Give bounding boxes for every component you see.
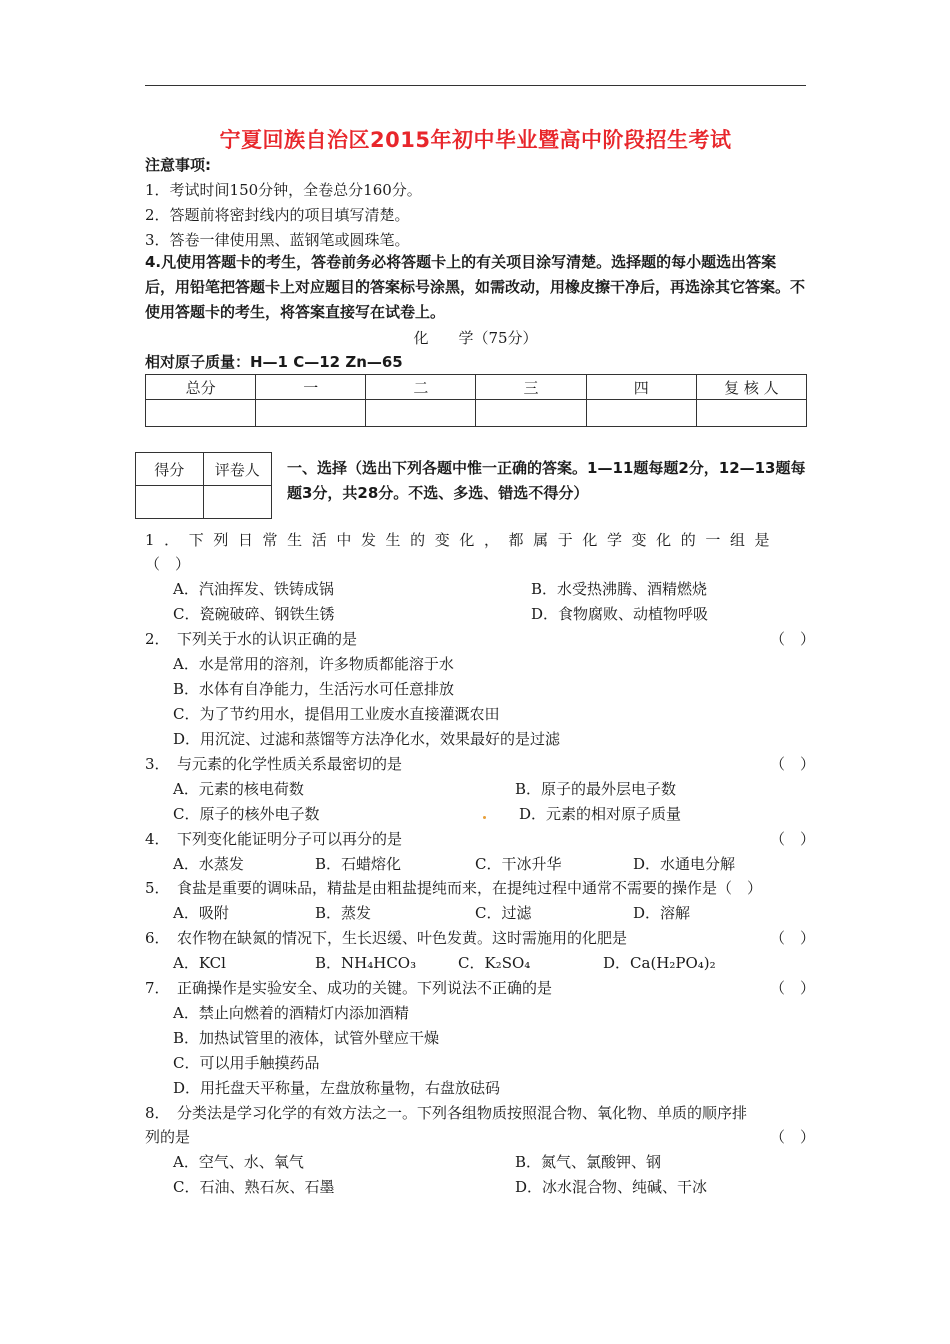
grader-cell-score[interactable] [136, 486, 204, 519]
exam-title: 宁夏回族自治区2015年初中毕业暨高中阶段招生考试 [219, 128, 732, 152]
question-3-stem: 3． 与元素的化学性质关系最密切的是 [145, 755, 403, 773]
question-4-option-a[interactable]: A．水蒸发 [173, 855, 244, 873]
notice-item-1: 1．考试时间150分钟，全卷总分160分。 [145, 181, 422, 199]
question-1-option-a[interactable]: A．汽油挥发、铁铸成锅 [173, 580, 334, 598]
question-5-option-c[interactable]: C．过滤 [475, 904, 532, 922]
question-7-option-d[interactable]: D．用托盘天平称量，左盘放称量物，右盘放砝码 [173, 1079, 501, 1097]
question-3-option-c[interactable]: C．原子的核外电子数 [173, 805, 320, 823]
question-4-paren[interactable]: （ ） [770, 830, 816, 848]
grader-header-score: 得分 [136, 453, 204, 486]
notice-item-4: 4.凡使用答题卡的考生，答卷前务必将答题卡上的有关项目涂写清楚。选择题的每小题选出答案后，用铅笔把答题卡上对应题目的答案标号涂黑，如需改动，用橡皮擦干净后，再选涂其它答案。不使用答题卡的考生，将答案直接写在试卷上。 [145, 253, 806, 321]
question-5-option-d[interactable]: D．溶解 [633, 904, 691, 922]
question-8-option-d[interactable]: D．冰水混合物、纯碱、干冰 [515, 1178, 708, 1196]
score-cell-1[interactable] [256, 400, 366, 427]
question-5-stem: 5． 食盐是重要的调味品，精盐是由粗盐提纯而来，在提纯过程中通常不需要的操作是（ ） [145, 879, 763, 897]
score-cell-2[interactable] [366, 400, 476, 427]
question-6-option-d[interactable]: D．Ca(H₂PO₄)₂ [603, 954, 716, 972]
top-divider [145, 85, 806, 86]
question-7-stem: 7． 正确操作是实验安全、成功的关键。下列说法不正确的是 [145, 979, 553, 997]
question-2-option-c[interactable]: C．为了节约用水，提倡用工业废水直接灌溉农田 [173, 705, 500, 723]
question-2-stem: 2． 下列关于水的认识正确的是 [145, 630, 358, 648]
score-cell-3[interactable] [476, 400, 586, 427]
notice-heading: 注意事项: [145, 156, 211, 174]
question-3-paren[interactable]: （ ） [770, 755, 816, 773]
grader-table [135, 452, 272, 519]
grader-cell-grader[interactable] [203, 486, 272, 519]
question-7-option-a[interactable]: A．禁止向燃着的酒精灯内添加酒精 [173, 1004, 409, 1022]
question-1-option-c[interactable]: C．瓷碗破碎、钢铁生锈 [173, 605, 335, 623]
question-7-option-c[interactable]: C．可以用手触摸药品 [173, 1054, 320, 1072]
question-8-option-a[interactable]: A．空气、水、氧气 [173, 1153, 304, 1171]
notice-item-3: 3．答卷一律使用黑、蓝钢笔或圆珠笔。 [145, 231, 410, 249]
question-2-option-d[interactable]: D．用沉淀、过滤和蒸馏等方法净化水，效果最好的是过滤 [173, 730, 561, 748]
question-6-option-c[interactable]: C．K₂SO₄ [458, 954, 531, 972]
score-cell-4[interactable] [586, 400, 696, 427]
question-4-stem: 4． 下列变化能证明分子可以再分的是 [145, 830, 403, 848]
question-6-stem: 6． 农作物在缺氮的情况下，生长迟缓、叶色发黄。这时需施用的化肥是 [145, 929, 628, 947]
score-header-reviewer: 复 核 人 [696, 375, 806, 400]
question-1-option-d[interactable]: D．食物腐败、动植物呼吸 [531, 605, 709, 623]
question-4-option-b[interactable]: B．石蜡熔化 [315, 855, 402, 873]
question-8-paren[interactable]: （ ） [770, 1128, 816, 1146]
score-header-4: 四 [586, 375, 696, 400]
question-8-stem-cont: 列的是 [145, 1128, 191, 1146]
question-6-paren[interactable]: （ ） [770, 929, 816, 947]
question-6-option-a[interactable]: A．KCl [173, 954, 226, 972]
question-3-option-a[interactable]: A．元素的核电荷数 [173, 780, 304, 798]
notice-item-2: 2．答题前将密封线内的项目填写清楚。 [145, 206, 410, 224]
question-5-option-b[interactable]: B．蒸发 [315, 904, 372, 922]
stray-dot-mark [483, 816, 486, 819]
grader-header-grader: 评卷人 [203, 453, 272, 486]
question-1-paren[interactable]: （ ） [145, 555, 191, 573]
question-4-option-c[interactable]: C．干冰升华 [475, 855, 562, 873]
question-8-option-c[interactable]: C．石油、熟石灰、石墨 [173, 1178, 335, 1196]
question-8-option-b[interactable]: B．氮气、氯酸钾、钢 [515, 1153, 662, 1171]
atomic-mass-line: 相对原子质量：H—1 C—12 Zn—65 [145, 353, 403, 371]
question-4-option-d[interactable]: D．水通电分解 [633, 855, 736, 873]
score-header-2: 二 [366, 375, 476, 400]
score-table [145, 374, 807, 427]
question-1-stem: 1．下列日常生活中发生的变化，都属于化学变化的一组是 [145, 531, 780, 549]
question-2-option-a[interactable]: A．水是常用的溶剂，许多物质都能溶于水 [173, 655, 454, 673]
question-7-paren[interactable]: （ ） [770, 979, 816, 997]
score-header-1: 一 [256, 375, 366, 400]
question-1-option-b[interactable]: B．水受热沸腾、酒精燃烧 [531, 580, 708, 598]
subject-heading: 化 学（75分） [413, 329, 538, 347]
question-8-stem: 8． 分类法是学习化学的有效方法之一。下列各组物质按照混合物、氧化物、单质的顺序排 [145, 1104, 748, 1122]
question-6-option-b[interactable]: B．NH₄HCO₃ [315, 954, 417, 972]
score-header-total: 总分 [146, 375, 256, 400]
question-7-option-b[interactable]: B．加热试管里的液体，试管外壁应干燥 [173, 1029, 440, 1047]
score-header-3: 三 [476, 375, 586, 400]
score-cell-total[interactable] [146, 400, 256, 427]
score-cell-reviewer[interactable] [696, 400, 806, 427]
question-5-option-a[interactable]: A．吸附 [173, 904, 229, 922]
section-1-heading: 一、选择（选出下列各题中惟一正确的答案。1—11题每题2分，12—13题每题3分，共28分。不选、多选、错选不得分） [287, 459, 806, 502]
question-2-option-b[interactable]: B．水体有自净能力，生活污水可任意排放 [173, 680, 455, 698]
question-2-paren[interactable]: （ ） [770, 630, 816, 648]
question-3-option-d[interactable]: D．元素的相对原子质量 [519, 805, 682, 823]
question-3-option-b[interactable]: B．原子的最外层电子数 [515, 780, 677, 798]
